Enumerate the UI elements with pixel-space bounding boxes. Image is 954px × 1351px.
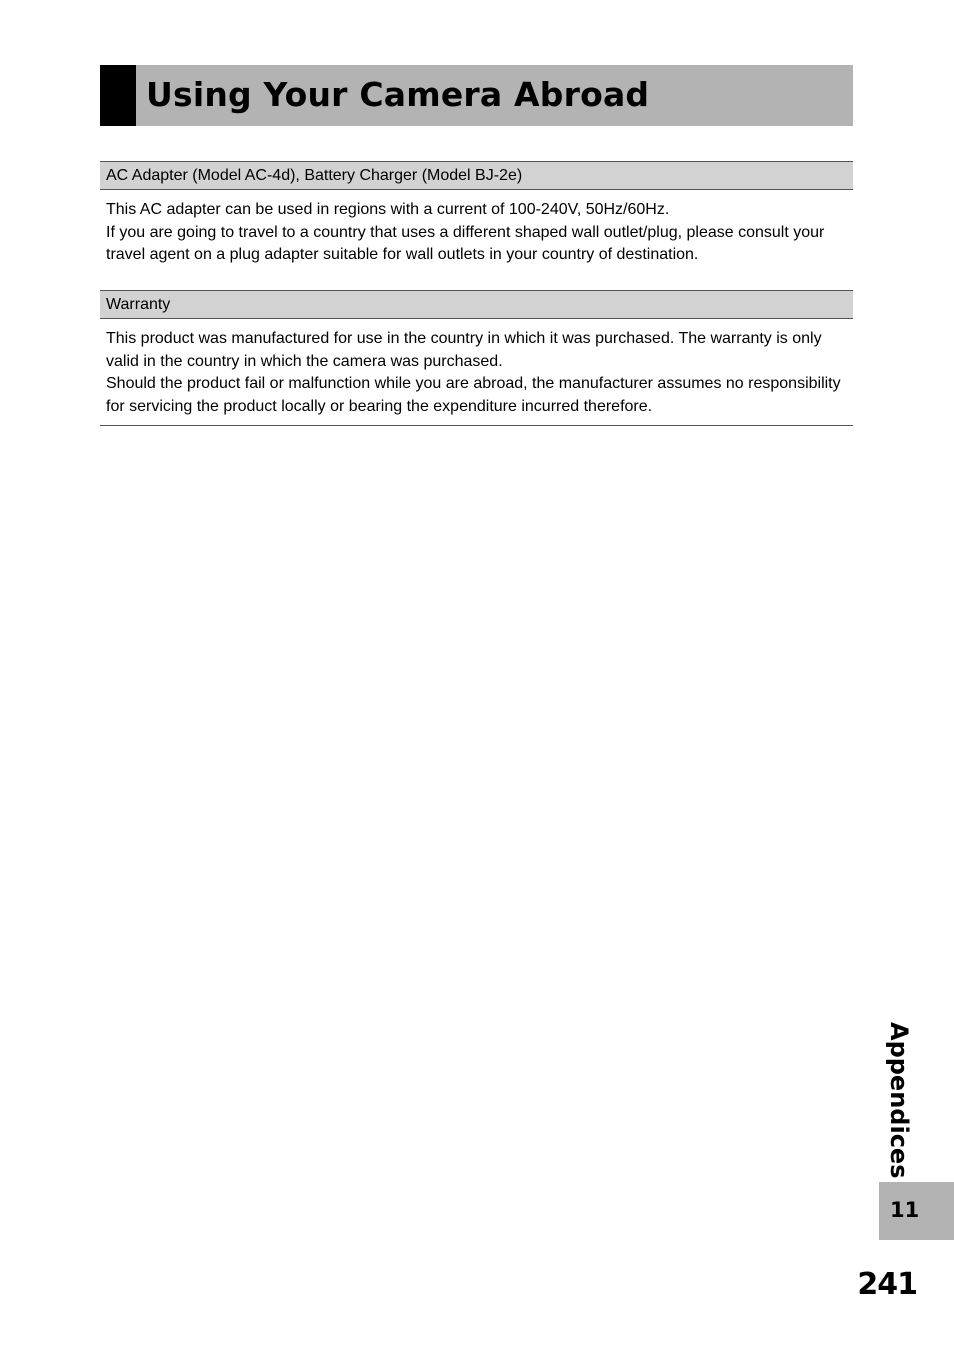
section-heading: Warranty — [100, 290, 853, 319]
paragraph: If you are going to travel to a country that uses a different shaped wall outlet/plug, please consult your travel agent on a plug adapter suitable for wall outlets in your country of destination. — [106, 223, 825, 263]
chapter-number: 11 — [890, 1198, 920, 1222]
title-marker-block — [100, 65, 136, 126]
paragraph: This AC adapter can be used in regions with a current of 100-240V, 50Hz/60Hz. — [106, 201, 670, 218]
section-body — [100, 190, 853, 267]
section-heading: AC Adapter (Model AC-4d), Battery Charger (Model BJ-2e) — [100, 161, 853, 190]
page-title: Using Your Camera Abroad — [146, 75, 650, 114]
section-bottom-rule — [100, 425, 853, 426]
chapter-side-label-text: Appendices — [885, 1022, 913, 1179]
paragraph: This product was manufactured for use in the country in which it was purchased. The warranty is only valid in the country in which the camera was purchased. — [106, 330, 822, 370]
page-title-bar — [100, 65, 853, 126]
chapter-tab — [879, 1182, 954, 1240]
section-body — [100, 319, 853, 418]
paragraph: Should the product fail or malfunction while you are abroad, the manufacturer assumes no responsibility for servicing the product locally or bearing the expenditure incurred therefore. — [106, 375, 841, 415]
section-warranty — [100, 290, 853, 418]
page-number: 241 — [857, 1267, 917, 1302]
section-ac-adapter — [100, 161, 853, 267]
chapter-side-label — [882, 1022, 916, 1179]
